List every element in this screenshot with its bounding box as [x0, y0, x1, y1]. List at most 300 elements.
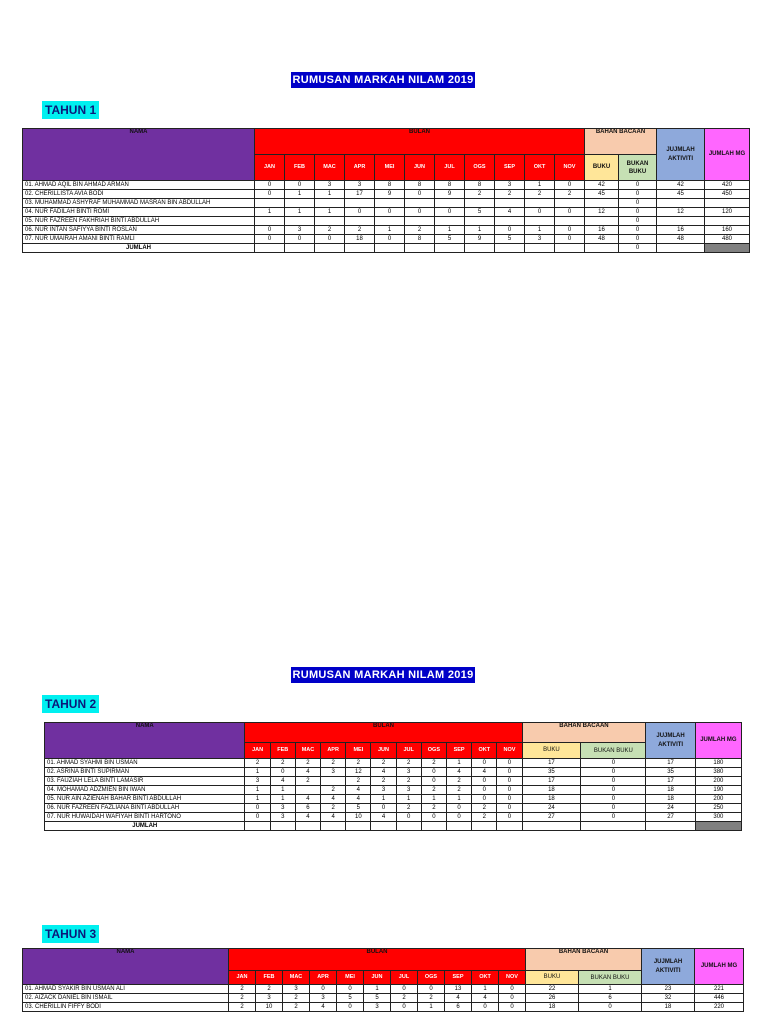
month-score: 2 [346, 777, 371, 786]
buku-value: 26 [526, 994, 579, 1003]
month-score: 2 [245, 759, 270, 768]
header-month: FEB [285, 155, 315, 181]
month-score: 3 [364, 1003, 391, 1012]
month-score: 0 [555, 181, 585, 190]
buku-value: 18 [522, 786, 581, 795]
student-name: 02. ASRINA BINTI SUPIRMAN [45, 768, 245, 777]
header-month: SEP [445, 971, 472, 985]
jumlah-aktiviti-value: 35 [646, 768, 695, 777]
month-score: 3 [270, 813, 295, 822]
month-score [435, 199, 465, 208]
jumlah-mg-value: 380 [695, 768, 741, 777]
month-score: 3 [245, 777, 270, 786]
month-score [405, 217, 435, 226]
month-score: 5 [337, 994, 364, 1003]
month-score: 1 [245, 786, 270, 795]
buku-value: 12 [585, 208, 619, 217]
month-score [555, 199, 585, 208]
marks-table-tahun-3 [22, 948, 744, 1012]
month-score: 3 [495, 181, 525, 190]
jumlah-mg-value: 200 [695, 795, 741, 804]
header-month: JUL [435, 155, 465, 181]
buku-value: 18 [522, 795, 581, 804]
month-score: 1 [472, 985, 499, 994]
section-label-tahun-1: TAHUN 1 [42, 101, 99, 119]
table-row [45, 777, 742, 786]
month-score: 0 [375, 208, 405, 217]
month-score: 8 [405, 181, 435, 190]
total-buku [522, 822, 581, 831]
month-score: 0 [421, 768, 446, 777]
jumlah-aktiviti-value: 32 [642, 994, 695, 1003]
header-month: APR [345, 155, 375, 181]
buku-value: 22 [526, 985, 579, 994]
month-score [555, 217, 585, 226]
month-score: 2 [396, 777, 421, 786]
buku-value: 27 [522, 813, 581, 822]
jumlah-mg-value: 446 [695, 994, 744, 1003]
month-score: 0 [255, 226, 285, 235]
month-score: 4 [321, 813, 346, 822]
bukan-buku-value: 6 [579, 994, 642, 1003]
month-score: 1 [396, 795, 421, 804]
month-score: 2 [421, 786, 446, 795]
jumlah-aktiviti-value: 18 [642, 1003, 695, 1012]
month-score: 1 [446, 759, 471, 768]
student-name: 03. FAUZIAH LELA BINTI LAMASIR [45, 777, 245, 786]
month-score: 0 [497, 804, 522, 813]
total-aktiviti [646, 822, 695, 831]
header-nama: NAMA [45, 723, 245, 759]
header-month: SEP [495, 155, 525, 181]
header-month: OGS [421, 743, 446, 759]
header-bukan-buku: BUKAN BUKU [619, 155, 657, 181]
month-score: 6 [445, 1003, 472, 1012]
bukan-buku-value: 0 [581, 777, 646, 786]
header-month: MAC [315, 155, 345, 181]
month-score: 2 [229, 994, 256, 1003]
table-row [45, 759, 742, 768]
month-score: 3 [310, 994, 337, 1003]
month-score: 0 [315, 235, 345, 244]
month-score [525, 217, 555, 226]
month-score: 0 [497, 759, 522, 768]
month-score: 1 [270, 786, 295, 795]
month-score: 2 [283, 1003, 310, 1012]
jumlah-aktiviti-value: 27 [646, 813, 695, 822]
month-score: 4 [295, 795, 320, 804]
table-row [23, 1003, 744, 1012]
table-row [23, 190, 750, 199]
header-bulan: BULAN [255, 129, 585, 155]
month-score: 2 [270, 759, 295, 768]
month-score: 4 [295, 813, 320, 822]
student-name: 01. AHMAD AQIL BIN AHMAD ARMAN [23, 181, 255, 190]
header-month: SEP [446, 743, 471, 759]
header-month: MEI [346, 743, 371, 759]
month-score: 5 [346, 804, 371, 813]
month-score: 3 [525, 235, 555, 244]
jumlah-mg-value: 160 [705, 226, 750, 235]
header-nama: NAMA [23, 949, 229, 985]
buku-value: 18 [526, 1003, 579, 1012]
header-jumlah-aktiviti: JUJMLAH AKTIVITI [657, 129, 705, 181]
month-score: 2 [371, 759, 396, 768]
month-score [315, 199, 345, 208]
jumlah-mg-value [705, 199, 750, 208]
month-score: 0 [497, 813, 522, 822]
jumlah-mg-value: 221 [695, 985, 744, 994]
month-score: 8 [405, 235, 435, 244]
jumlah-aktiviti-value: 42 [657, 181, 705, 190]
student-name: 04. NUR FADILAH BINTI ROMI [23, 208, 255, 217]
month-score: 5 [495, 235, 525, 244]
jumlah-aktiviti-value: 16 [657, 226, 705, 235]
month-score: 0 [472, 777, 497, 786]
month-score: 0 [371, 804, 396, 813]
student-name: 05. NUR FAZREEN FAKHRIAH BINTI ABDULLAH [23, 217, 255, 226]
month-score: 0 [310, 985, 337, 994]
month-score: 1 [270, 795, 295, 804]
month-score: 2 [391, 994, 418, 1003]
jumlah-aktiviti-value: 12 [657, 208, 705, 217]
bukan-buku-value: 0 [579, 1003, 642, 1012]
month-score: 0 [391, 985, 418, 994]
month-score: 1 [315, 190, 345, 199]
jumlah-mg-value: 450 [705, 190, 750, 199]
month-score: 0 [435, 208, 465, 217]
month-score: 2 [555, 190, 585, 199]
month-score: 4 [371, 813, 396, 822]
header-jumlah-mg: JUMLAH MG [705, 129, 750, 181]
jumlah-aktiviti-value: 17 [646, 759, 695, 768]
jumlah-mg-value: 420 [705, 181, 750, 190]
jumlah-aktiviti-value: 23 [642, 985, 695, 994]
header-month: NOV [497, 743, 522, 759]
total-buku [585, 244, 619, 253]
month-score: 1 [418, 1003, 445, 1012]
jumlah-mg-value [705, 217, 750, 226]
month-score [495, 217, 525, 226]
header-buku: BUKU [522, 743, 581, 759]
header-month: APR [321, 743, 346, 759]
month-score: 0 [337, 985, 364, 994]
month-score: 0 [472, 759, 497, 768]
bukan-buku-value: 0 [619, 208, 657, 217]
month-score: 0 [497, 777, 522, 786]
header-month: OGS [418, 971, 445, 985]
buku-value: 17 [522, 777, 581, 786]
header-month: MEI [337, 971, 364, 985]
bukan-buku-value: 0 [581, 813, 646, 822]
month-score: 4 [371, 768, 396, 777]
month-score: 17 [345, 190, 375, 199]
month-score [495, 199, 525, 208]
month-score: 2 [495, 190, 525, 199]
month-score: 1 [245, 768, 270, 777]
total-bukan-buku [581, 822, 646, 831]
table-row [45, 768, 742, 777]
month-score: 0 [245, 813, 270, 822]
month-score [345, 199, 375, 208]
header-nama: NAMA [23, 129, 255, 181]
month-score: 2 [345, 226, 375, 235]
header-bahan-bacaan: BAHAN BACAAN [585, 129, 657, 155]
month-score: 4 [310, 1003, 337, 1012]
month-score: 9 [375, 190, 405, 199]
month-score: 2 [371, 777, 396, 786]
month-score: 1 [375, 226, 405, 235]
month-score [345, 217, 375, 226]
month-score: 1 [525, 181, 555, 190]
month-score: 1 [364, 985, 391, 994]
month-score: 2 [446, 777, 471, 786]
jumlah-aktiviti-value: 18 [646, 795, 695, 804]
month-score: 4 [295, 768, 320, 777]
month-score: 0 [245, 804, 270, 813]
buku-value: 45 [585, 190, 619, 199]
header-month: OKT [525, 155, 555, 181]
table-row [23, 199, 750, 208]
table-row [23, 208, 750, 217]
month-score: 0 [418, 985, 445, 994]
header-jumlah-aktiviti: JUJMLAH AKTIVITI [646, 723, 695, 759]
table-row [23, 235, 750, 244]
month-score: 3 [396, 768, 421, 777]
buku-value: 48 [585, 235, 619, 244]
jumlah-mg-value: 200 [695, 777, 741, 786]
student-name: 01. AHMAD SYAHMI BIN USMAN [45, 759, 245, 768]
jumlah-mg-value: 180 [695, 759, 741, 768]
month-score: 4 [446, 768, 471, 777]
header-month: JUN [405, 155, 435, 181]
month-score: 2 [472, 804, 497, 813]
month-score: 0 [497, 786, 522, 795]
month-score: 0 [497, 795, 522, 804]
table-row [23, 994, 744, 1003]
month-score: 0 [472, 1003, 499, 1012]
month-score: 9 [465, 235, 495, 244]
table-row [23, 226, 750, 235]
buku-value: 42 [585, 181, 619, 190]
jumlah-aktiviti-value: 18 [646, 786, 695, 795]
month-score [465, 217, 495, 226]
header-month: OKT [472, 743, 497, 759]
month-score: 4 [445, 994, 472, 1003]
header-month: JAN [255, 155, 285, 181]
header-month: JAN [229, 971, 256, 985]
header-month: JAN [245, 743, 270, 759]
month-score: 2 [321, 759, 346, 768]
month-score: 0 [446, 804, 471, 813]
month-score: 0 [499, 1003, 526, 1012]
month-score: 0 [270, 768, 295, 777]
month-score: 1 [421, 795, 446, 804]
bukan-buku-value: 0 [619, 199, 657, 208]
month-score: 3 [256, 994, 283, 1003]
month-score: 9 [435, 190, 465, 199]
month-score: 0 [555, 235, 585, 244]
month-score: 2 [396, 759, 421, 768]
month-score: 2 [525, 190, 555, 199]
student-name: 02. AIZACK DANIEL BIN ISMAIL [23, 994, 229, 1003]
month-score: 3 [270, 804, 295, 813]
jumlah-mg-value: 220 [695, 1003, 744, 1012]
month-score: 0 [255, 190, 285, 199]
bukan-buku-value: 0 [581, 786, 646, 795]
month-score: 1 [245, 795, 270, 804]
month-score: 2 [321, 786, 346, 795]
month-score: 5 [465, 208, 495, 217]
month-score: 4 [321, 795, 346, 804]
buku-value [585, 199, 619, 208]
jumlah-aktiviti-value: 24 [646, 804, 695, 813]
table-row [45, 804, 742, 813]
month-score [405, 199, 435, 208]
header-month: APR [310, 971, 337, 985]
student-name: 03. MUHAMMAD ASHYRAF MUHAMMAD MASRAN BIN ABDULLAH [23, 199, 255, 208]
bukan-buku-value: 0 [581, 795, 646, 804]
bukan-buku-value: 1 [579, 985, 642, 994]
month-score: 3 [345, 181, 375, 190]
month-score [295, 786, 320, 795]
month-score: 1 [465, 226, 495, 235]
header-bahan-bacaan: BAHAN BACAAN [522, 723, 646, 743]
month-score: 10 [256, 1003, 283, 1012]
jumlah-mg-value: 300 [695, 813, 741, 822]
header-month: OKT [472, 971, 499, 985]
month-score: 0 [285, 181, 315, 190]
month-score: 0 [421, 813, 446, 822]
month-score: 4 [472, 768, 497, 777]
header-month: NOV [499, 971, 526, 985]
student-name: 07. NUR HUWAIDAH WAFIYAH BINTI HARTONO [45, 813, 245, 822]
header-month: FEB [270, 743, 295, 759]
month-score: 5 [435, 235, 465, 244]
jumlah-mg-value: 250 [695, 804, 741, 813]
bukan-buku-value: 0 [619, 181, 657, 190]
header-month: JUL [396, 743, 421, 759]
month-score: 2 [446, 786, 471, 795]
header-month: JUN [371, 743, 396, 759]
month-score: 0 [446, 813, 471, 822]
month-score: 3 [283, 985, 310, 994]
bukan-buku-value: 0 [581, 759, 646, 768]
month-score [285, 217, 315, 226]
student-name: 06. NUR FAZREEN FAZLIANA BINTI ABDULLAH [45, 804, 245, 813]
month-score: 2 [283, 994, 310, 1003]
month-score: 0 [375, 235, 405, 244]
header-month: MAC [295, 743, 320, 759]
month-score: 4 [472, 994, 499, 1003]
month-score: 8 [375, 181, 405, 190]
month-score: 4 [346, 786, 371, 795]
month-score [321, 777, 346, 786]
month-score: 0 [255, 235, 285, 244]
header-month: OGS [465, 155, 495, 181]
month-score: 8 [435, 181, 465, 190]
section-label-tahun-3: TAHUN 3 [42, 925, 99, 943]
month-score: 1 [285, 208, 315, 217]
student-name: 02. CHERILLISTA AVIA BODI [23, 190, 255, 199]
month-score: 2 [472, 813, 497, 822]
month-score: 0 [405, 190, 435, 199]
month-score [435, 217, 465, 226]
total-aktiviti [657, 244, 705, 253]
bukan-buku-value: 0 [619, 217, 657, 226]
month-score: 2 [256, 985, 283, 994]
month-score: 2 [396, 804, 421, 813]
buku-value: 16 [585, 226, 619, 235]
header-jumlah-mg: JUMLAH MG [695, 723, 741, 759]
month-score: 2 [315, 226, 345, 235]
buku-value: 35 [522, 768, 581, 777]
month-score: 2 [405, 226, 435, 235]
month-score: 0 [396, 813, 421, 822]
month-score: 1 [285, 190, 315, 199]
month-score: 0 [337, 1003, 364, 1012]
month-score: 1 [371, 795, 396, 804]
month-score: 4 [270, 777, 295, 786]
month-score: 2 [421, 804, 446, 813]
jumlah-aktiviti-value: 48 [657, 235, 705, 244]
header-buku: BUKU [585, 155, 619, 181]
header-bulan: BULAN [245, 723, 522, 743]
month-score: 0 [345, 208, 375, 217]
table-row [23, 181, 750, 190]
month-score: 2 [418, 994, 445, 1003]
header-month: JUL [391, 971, 418, 985]
month-score: 3 [285, 226, 315, 235]
header-bukan-buku: BUKAN BUKU [579, 971, 642, 985]
month-score: 3 [371, 786, 396, 795]
month-score: 2 [321, 804, 346, 813]
month-score [525, 199, 555, 208]
month-score: 0 [497, 768, 522, 777]
table-row [45, 786, 742, 795]
page-title-1: RUMUSAN MARKAH NILAM 2019 [292, 74, 474, 86]
month-score: 10 [346, 813, 371, 822]
jumlah-aktiviti-value: 45 [657, 190, 705, 199]
month-score [375, 199, 405, 208]
header-month: MAC [283, 971, 310, 985]
header-month: FEB [256, 971, 283, 985]
month-score [255, 217, 285, 226]
header-bukan-buku: BUKAN BUKU [581, 743, 646, 759]
page-title-2: RUMUSAN MARKAH NILAM 2019 [292, 669, 474, 681]
buku-value [585, 217, 619, 226]
month-score: 0 [472, 786, 497, 795]
bukan-buku-value: 0 [619, 226, 657, 235]
month-score: 0 [495, 226, 525, 235]
jumlah-aktiviti-value [657, 199, 705, 208]
jumlah-mg-value: 190 [695, 786, 741, 795]
month-score: 2 [295, 777, 320, 786]
month-score [285, 199, 315, 208]
bukan-buku-value: 0 [619, 235, 657, 244]
month-score [255, 199, 285, 208]
month-score: 18 [345, 235, 375, 244]
table-row [45, 795, 742, 804]
bukan-buku-value: 0 [619, 190, 657, 199]
total-bukan-buku: 0 [619, 244, 657, 253]
header-month: NOV [555, 155, 585, 181]
month-score: 0 [525, 208, 555, 217]
month-score: 0 [421, 777, 446, 786]
month-score: 0 [391, 1003, 418, 1012]
bukan-buku-value: 0 [581, 768, 646, 777]
month-score: 8 [465, 181, 495, 190]
